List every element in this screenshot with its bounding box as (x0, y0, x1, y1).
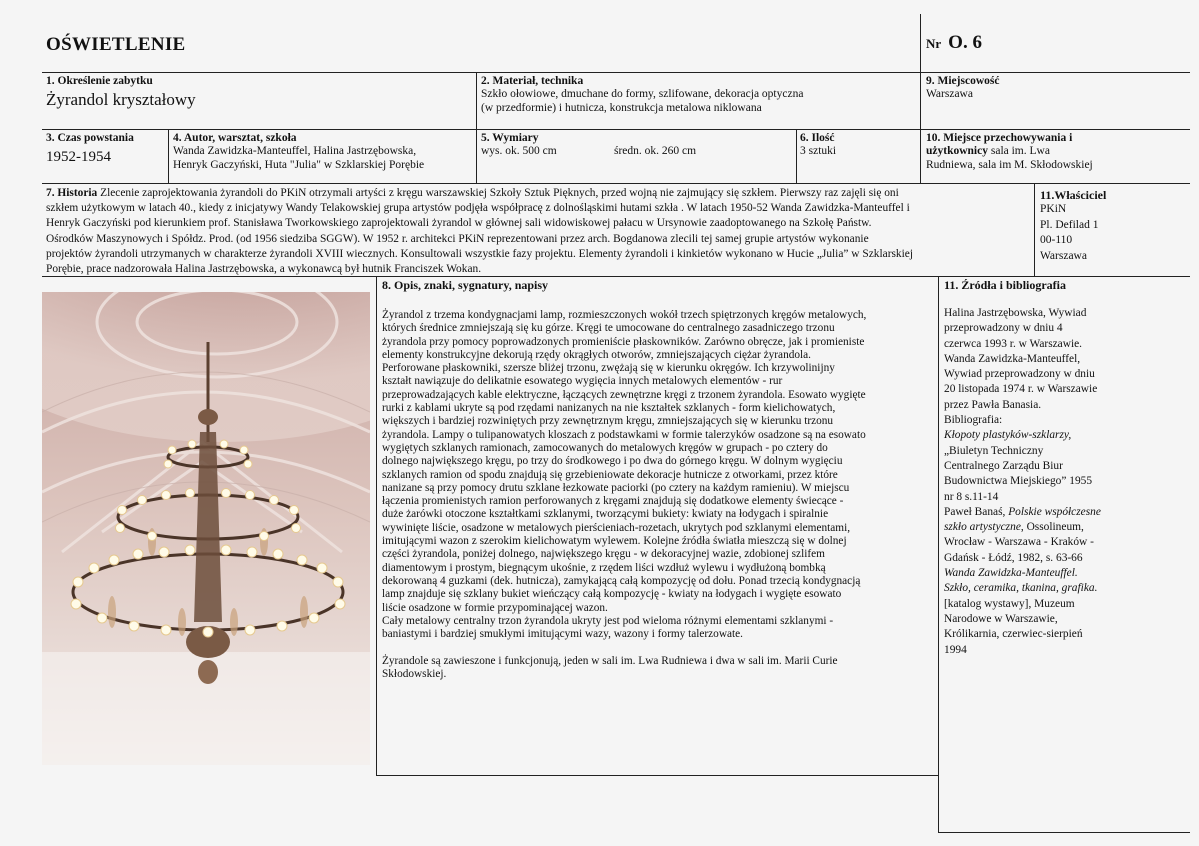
source-line (944, 352, 1188, 367)
field-value-line: (w przedformie) i hutnicza, konstrukcja metalowa niklowana (481, 101, 762, 114)
source-line (944, 627, 1188, 642)
description-line: Perforowane płaskowniki, szersze bliżej trzonu, zwężają się w kierunku okręgów. Ich krzywolinijny (382, 362, 835, 375)
field-label: 11.Właściciel (1040, 188, 1107, 202)
chandelier-photo (42, 292, 370, 765)
source-text: Halina Jastrzębowska, Wywiad (944, 307, 1087, 319)
description-line: kształt nawiązuje do delikatnie esowatego wygięcia innych metalowych elementów - rur (382, 375, 783, 388)
description-line: imitującymi wazon z szerokim kielichowatym wylewem. Kolejne źródła światła mieszczą się w dolnej (382, 535, 847, 548)
field-sources (944, 279, 1188, 658)
field-label: 2. Materiał, technika (481, 75, 584, 87)
description-line: nanizane są przy pomocy drutu szklane łezkowate paciorki (po cztery na każdym ramieniu). W miejscu (382, 481, 850, 494)
description-line: części żyrandola, poniżej dolnego, największego kręgu - w dekoracyjnej wazie, zdobionej szlifem (382, 548, 825, 561)
description-line: elementy konstrukcyjne dekorują rzędy okrągłych otworów, zmniejszających ciężar żyrandola. (382, 348, 811, 361)
history-line: Henryk Gaczyński pod kierunkiem prof. Stanisława Tworkowskiego zaprojektowali żyrandol w głównej sali widowiskowej pałacu w Ursynowie zaadoptowanego na Szkołę Państw. (46, 217, 872, 230)
source-text-italic: Polskie współczesne (1008, 505, 1101, 518)
source-text: Bibliografia: (944, 414, 1003, 427)
description-line: Cały metalowy centralny trzon żyrandola ukryty jest pod wieloma różnymi elementami szklanymi - (382, 614, 834, 627)
source-line (944, 581, 1188, 596)
nr-label: Nr (926, 36, 942, 51)
divider (42, 72, 1190, 73)
field-label: 5. Wymiary (481, 132, 539, 144)
history-line (46, 186, 1036, 201)
source-line (944, 382, 1188, 397)
source-line (944, 413, 1188, 428)
field-author (173, 132, 473, 172)
divider (796, 129, 797, 183)
description-line: przeprowadzających kable elektryczne, łączących zewnętrzne kręgi z trzonem żyrandola. Esowato wygięte (382, 388, 866, 401)
divider (476, 72, 477, 183)
description-line: żyrandola przy pomocy poprowadzonych promieniście płaskowników. Zarówno obręcze, jak i promieniste (382, 335, 865, 348)
field-label: 8. Opis, znaki, sygnatury, napisy (382, 278, 549, 292)
history-line: Porębie, prace nadzorowała Halina Jastrzębowska, a wykonawcą był hutnik Franciszek Wokan. (46, 263, 482, 276)
divider (168, 129, 169, 183)
description-line: wywinięte liście, osadzone w metalowych pierścieniach-rozetach, ukrytych pod szklanymi elementami, (382, 521, 851, 534)
source-text: Paweł Banaś, (944, 505, 1009, 518)
source-line (944, 321, 1188, 336)
source-text: Wrocław - Warszawa - Kraków - (944, 536, 1094, 549)
description-line: Skłodowskiej. (382, 668, 447, 681)
source-line (944, 505, 1188, 520)
history-text: Zlecenie zaprojektowania żyrandoli do PKiN otrzymali artyści z kręgu warszawskiej Szkoły Sztuk Pięknych, przed wojną nie zajmujący się szkłem. Pierwszy raz zajęli się oni (97, 187, 899, 199)
source-line (944, 643, 1188, 658)
divider (938, 276, 939, 832)
source-line (944, 459, 1188, 474)
field-label: 1. Określenie zabytku (46, 75, 153, 87)
owner-line: 00-110 (1040, 234, 1073, 246)
source-text: Gdańsk - Łódź, 1982, s. 63-66 (944, 551, 1083, 564)
owner-line: Pl. Defilad 1 (1040, 218, 1099, 231)
dimensions-row (481, 145, 791, 159)
source-line (944, 490, 1188, 505)
source-text: 20 listopada 1974 r. w Warszawie (944, 383, 1098, 396)
field-location (926, 132, 1188, 172)
source-line (944, 535, 1188, 550)
description-line: liście osadzone w formie przypominającej wazon. (382, 601, 608, 614)
field-owner (1040, 189, 1190, 264)
description-line: szklanych ramion od spodu znajdują się grzebieniowate dekoracje hutnicze z otworkami, przez które (382, 468, 838, 481)
source-text: 1994 (944, 643, 967, 656)
description-line: których średnice zmniejszają się ku górze. Kręgi te umocowane do centralnego zasadniczego trzonu (382, 322, 835, 335)
divider (920, 14, 921, 72)
description-line: rurki z kablami ukryte są pod rzędami nanizanych na nie kształtek szklanych - form kielichowatych, (382, 402, 836, 415)
source-text: szkło artystyczne (944, 521, 1021, 534)
divider (42, 183, 1190, 184)
description-line: Żyrandol z trzema kondygnacjami lamp, rozmieszczonych wokół trzech spiętrzonych kręgów metalowych, (382, 309, 867, 321)
source-line (944, 597, 1188, 612)
source-text: przez Pawła Banasia. (944, 398, 1042, 411)
description-line: dolnego największego kręgu, po trzy do środkowego i po dwa do górnego kręgu. W dolnym wygięciu (382, 455, 843, 468)
source-text: [katalog wystawy], Muzeum (944, 597, 1075, 610)
description-line: łączenia promienistych ramion perforowanych z kręgami znajdują się dodatkowe elementy świecące - (382, 495, 844, 508)
source-text: Szkło, ceramika, tkanina, grafika. (944, 582, 1098, 595)
page-title: OŚWIETLENIE (46, 34, 186, 55)
divider (376, 276, 377, 775)
description-text (382, 309, 934, 681)
divider (42, 129, 1190, 130)
field-place (926, 75, 1186, 102)
source-line (944, 306, 1188, 321)
source-text: Wanda Zawidzka-Manteuffel. (944, 567, 1078, 580)
divider (376, 775, 938, 776)
field-description (382, 279, 934, 681)
history-line: szkłem użytkowym w latach 40., kiedy z inicjatywy Wandy Telakowskiej grupa artystów podjęła współpracę z dolnośląskimi hutami szkła . W latach 1950-52 Wanda Zawidzka-Manteuffel i (46, 202, 910, 215)
source-text: Wywiad przeprowadzony w dniu (944, 368, 1095, 381)
owner-line: PKiN (1040, 203, 1067, 215)
nr-value: O. 6 (948, 32, 982, 53)
sources-text (944, 306, 1188, 658)
field-label: 9. Miejscowość (926, 75, 1000, 87)
field-label: 3. Czas powstania (46, 132, 134, 144)
history-line: Ośrodków Maszynowych i Spółdz. Prod. (od 1956 siedziba SGGW). W 1952 r. architekci PKiN reprezentowani przez arch. Bogdanowa zlecili tej samej grupie artystów wykonanie (46, 232, 869, 245)
source-text: Wanda Zawidzka-Manteuffel, (944, 352, 1081, 365)
description-line: baniastymi i bardziej smukłymi imitującymi wazy, wazony i formy talerzowate. (382, 628, 743, 641)
source-line (944, 367, 1188, 382)
description-line: żyrandola. Lampy o tulipanowatych kloszach z podstawkami w formie talerzyków osadzone są na esowato (382, 428, 866, 441)
field-dimensions (481, 132, 791, 159)
source-text: Królikarnia, czerwiec-sierpień (944, 628, 1083, 641)
field-value-line: Wanda Zawidzka-Manteuffel, Halina Jastrzębowska, (173, 145, 417, 157)
field-value-line (926, 145, 1188, 159)
source-text: nr 8 s.11-14 (944, 490, 999, 503)
field-value-line: Rudniewa, sala im M. Skłodowskiej (926, 158, 1093, 171)
field-label: 11. Źródła i bibliografia (944, 278, 1067, 292)
field-label: 7. Historia (46, 187, 98, 199)
field-value-part: sala im. Lwa (987, 145, 1050, 157)
field-value: Warszawa (926, 88, 973, 100)
description-line: diamentowym i prostym, biegnącym ukośnie, z rzędem liści wzdłuż wylewu i wydłużoną bombką (382, 561, 826, 574)
divider (938, 832, 1190, 833)
field-material (481, 75, 916, 115)
field-date (46, 132, 166, 167)
diameter-value: średn. ok. 260 cm (614, 145, 697, 157)
source-text: Narodowe w Warszawie, (944, 612, 1058, 625)
field-value-line: Henryk Gaczyński, Huta "Julia" w Szklarskiej Porębie (173, 158, 425, 171)
source-line (944, 474, 1188, 489)
field-history (46, 186, 1036, 277)
source-line (944, 398, 1188, 413)
description-line: wygiętych szklanych ramionach, zamocowanych do metalowych kręgów w grupach - po cztery do (382, 441, 828, 454)
source-line (944, 566, 1188, 581)
field-label: 10. Miejsce przechowywania i (926, 132, 1073, 144)
field-value: 1952-1954 (46, 149, 111, 165)
field-label: 6. Ilość (800, 132, 835, 144)
source-line (944, 551, 1188, 566)
source-text: przeprowadzony w dniu 4 (944, 322, 1063, 335)
description-line: Żyrandole są zawieszone i funkcjonują, jeden w sali im. Lwa Rudniewa i dwa w sali im. Marii Curie (382, 654, 838, 667)
field-value: Żyrandol kryształowy (46, 90, 196, 109)
field-value: 3 sztuki (800, 145, 837, 157)
description-line: duże żarówki otoczone kształtkami szklanymi, tworzącymi bukiety: kwiaty na łodygach i spiralnie (382, 508, 829, 521)
history-line: projektów żyrandoli utrzymanych w charakterze żyrandoli XVIII wiecznych. Konsultowali wszystkie fazy projektu. Elementy żyrandoli i kinkietów wykonano w Hucie „Julia” w Szklarskiej (46, 247, 913, 260)
source-line (944, 337, 1188, 352)
description-line: dekorowaną 4 guzkami (dek. hutnicza), zamykającą całą kompozycję od dołu. Ponad trzecią kondygnacją (382, 574, 861, 587)
field-quantity (800, 132, 915, 159)
source-text: „Biuletyn Techniczny (944, 444, 1044, 457)
chandelier-photo-svg (42, 292, 370, 765)
catalog-number (926, 32, 982, 54)
source-text: czerwca 1993 r. w Warszawie. (944, 337, 1083, 350)
owner-line: Warszawa (1040, 249, 1087, 262)
source-line (944, 444, 1188, 459)
source-line (944, 612, 1188, 627)
field-value-line: Szkło ołowiowe, dmuchane do formy, szlifowane, dekoracja optyczna (481, 88, 804, 100)
source-text: Budownictwa Miejskiego” 1955 (944, 475, 1093, 488)
field-label-part: użytkownicy (926, 145, 988, 157)
source-text: Centralnego Zarządu Biur (944, 459, 1063, 472)
description-line (382, 641, 934, 654)
divider (920, 72, 921, 183)
description-line: większych i bardziej rozwiniętych przy zewnętrznym kręgu, zmniejszających się w kierunku trzonu (382, 415, 834, 428)
source-line (944, 520, 1188, 535)
description-line: lamp znajduje się szklany bukiet wieńczący całą kompozycję - kwiaty na łodygach i wygięte esowato (382, 588, 842, 601)
field-object-name (46, 75, 471, 110)
field-label: 4. Autor, warsztat, szkoła (173, 132, 297, 144)
source-text-tail: , Ossolineum, (1020, 521, 1084, 534)
height-value: wys. ok. 500 cm (481, 145, 557, 157)
source-text: Kłopoty plastyków-szklarzy, (944, 429, 1072, 442)
source-line (944, 428, 1188, 443)
